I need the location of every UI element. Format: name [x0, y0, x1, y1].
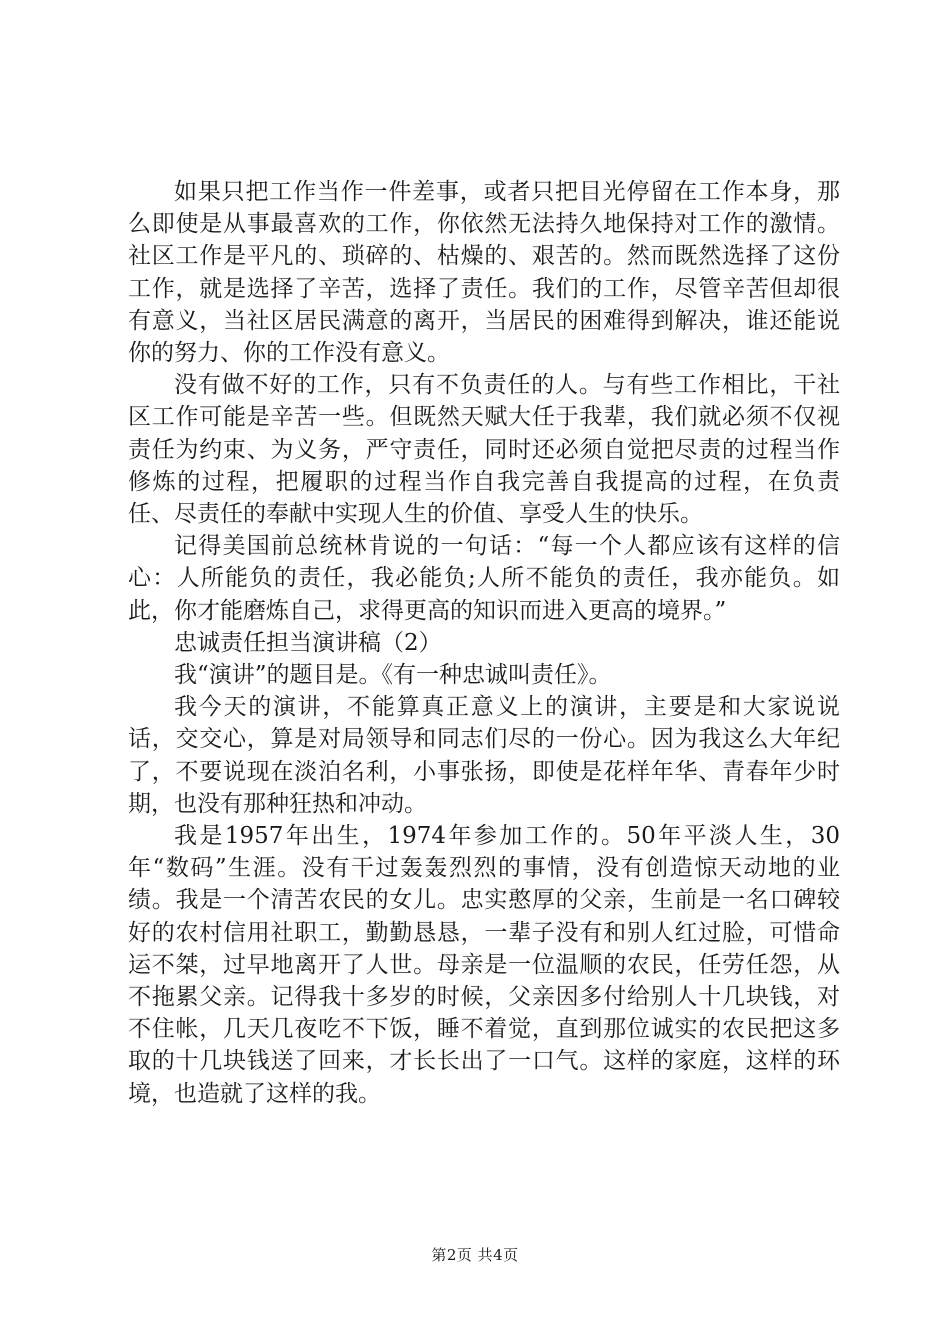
paragraph: 如果只把工作当作一件差事，或者只把目光停留在工作本身，那么即使是从事最喜欢的工作，你依然无法持久地保持对工作的激情。社区工作是平凡的、琐碎的、枯燥的、艰苦的。然而既然选择了这份工作，就是选择了辛苦，选择了责任。我们的工作，尽管辛苦但却很有意义，当社区居民满意的离开，当居民的困难得到解决，谁还能说你的努力、你的工作没有意义。 — [128, 179, 840, 367]
paragraph: 我是1957年出生，1974年参加工作的。50年平淡人生，30年“数码”生涯。没有干过轰轰烈烈的事情，没有创造惊天动地的业绩。我是一个清苦农民的女儿。忠实憨厚的父亲，生前是一名口碑较好的农村信用社职工，勤勤恳恳，一辈子没有和别人红过脸，可惜命运不桀，过早地离开了人世。母亲是一位温顺的农民，任劳任怨，从不拖累父亲。记得我十多岁的时候，父亲因多付给别人十几块钱，对不住帐，几天几夜吃不下饭，睡不着觉，直到那位诚实的农民把这多取的十几块钱送了回来，才长长出了一口气。这样的家庭，这样的环境，也造就了这样的我。 — [128, 823, 840, 1107]
paragraph: 没有做不好的工作，只有不负责任的人。与有些工作相比，干社区工作可能是辛苦一些。但既然天赋大任于我辈，我们就必须不仅视责任为约束、为义务，严守责任，同时还必须自觉把尽责的过程当作修炼的过程，把履职的过程当作自我完善自我提高的过程，在负责任、尽责任的奉献中实现人生的价值、享受人生的快乐。 — [128, 372, 840, 528]
page-footer: 第2页 共4页 — [431, 1246, 519, 1264]
section-title: 忠诚责任担当演讲稿（2） — [174, 629, 442, 656]
paragraph: 记得美国前总统林肯说的一句话：“每一个人都应该有这样的信心：人所能负的责任，我必能负;人所不能负的责任，我亦能负。如此，你才能磨炼自己，求得更高的知识而进入更高的境界。” — [128, 533, 840, 624]
document-body — [128, 176, 840, 1110]
paragraph: 我今天的演讲，不能算真正意义上的演讲，主要是和大家说说话，交交心，算是对局领导和同志们尽的一份心。因为我这么大年纪了，不要说现在淡泊名利，小事张扬，即使是花样年华、青春年少时期，也没有那种狂热和冲动。 — [128, 694, 840, 817]
paragraph: 我“演讲”的题目是。《有一种忠诚叫责任》。 — [174, 662, 612, 689]
